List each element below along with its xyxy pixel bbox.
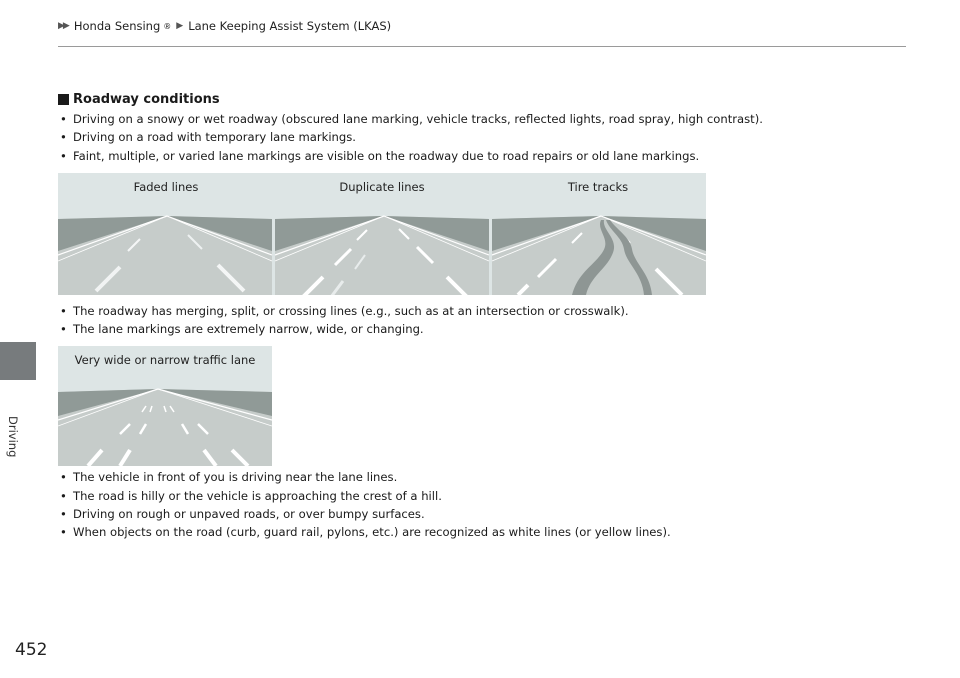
road-illustration-tire-tracks [492,216,706,295]
bullet-list-1 [58,110,918,165]
road-illustration-lane-width [58,389,272,466]
list-item: • Driving on a snowy or wet roadway (obscured lane marking, vehicle tracks, reflected lights, road spray, high contrast). [58,110,918,128]
heading-square-icon [58,94,69,105]
breadcrumb-separator-icon: ▶ [176,21,184,31]
list-item: • The roadway has merging, split, or crossing lines (e.g., such as at an intersection or crosswalk). [58,302,918,320]
list-item: • Driving on rough or unpaved roads, or over bumpy surfaces. [58,505,918,523]
section-heading [58,92,918,107]
header-divider [58,46,906,47]
bullet-list-2 [58,302,918,339]
caption-lane-width: Very wide or narrow traffic lane [74,353,256,368]
breadcrumb [58,19,391,33]
figure-lane-width [58,346,272,466]
caption-tire-tracks: Tire tracks [567,179,629,194]
breadcrumb-item-lkas[interactable]: Lane Keeping Assist System (LKAS) [188,19,392,33]
road-illustration-duplicate [275,216,489,295]
road-illustration-faded [58,216,272,295]
breadcrumb-item-honda-sensing[interactable]: Honda Sensing [73,19,161,33]
chapter-tab-label[interactable]: Driving [6,416,20,458]
list-item: • The vehicle in front of you is driving near the lane lines. [58,468,918,486]
page-number: 452 [15,640,48,660]
list-item: • The road is hilly or the vehicle is approaching the crest of a hill. [58,487,918,505]
list-item: • Driving on a road with temporary lane markings. [58,128,918,146]
main-content [58,92,918,542]
figure-lane-markings [58,173,706,295]
list-item: • When objects on the road (curb, guard rail, pylons, etc.) are recognized as white lines (or yellow lines). [58,523,918,541]
breadcrumb-arrow-icon: ▶▶ [58,21,68,31]
registered-mark: ® [163,21,172,31]
bullet-list-3 [58,468,918,541]
caption-duplicate-lines: Duplicate lines [339,179,425,194]
caption-faded-lines: Faded lines [133,179,199,194]
chapter-tab-marker [0,342,36,380]
section-title: Roadway conditions [73,92,220,107]
list-item: • The lane markings are extremely narrow, wide, or changing. [58,320,918,338]
list-item: • Faint, multiple, or varied lane markings are visible on the roadway due to road repairs or old lane markings. [58,147,918,165]
